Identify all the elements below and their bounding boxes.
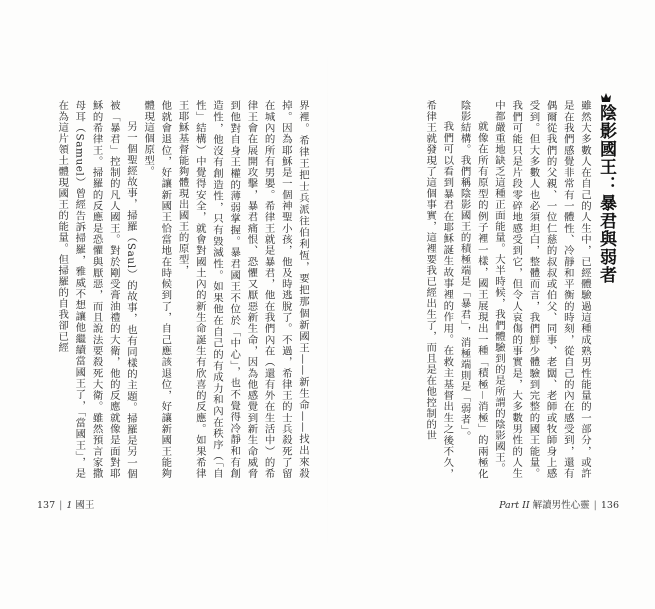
paragraph: 界裡。希律王把士兵派往伯利恆，要把那個新國王——新生命——找出來殺掉。因為耶穌是一個神聖小孩，他及時逃脫了。不過，希律王的士兵殺死了留在城內的所有男嬰。希律王就是暴君，他在我們內在（還有外在生活中）的希律王會在展開攻擊，暴君痛恨、恐懼又厭惡新生命，因為他感覺到新生命威脅到他對自身王權的薄弱掌握。暴君國王不位於「中心」，也不覺得冷靜和有創造性，他沒有創造性，只有毀滅性。如果他在自己的有成力和內在秩序（「自性」結構）中覺得安全，就會對國土內的新生命誕生有欣喜的反應。如果希律王耶穌基督能夠體現出國王的原型， <box>176 100 309 479</box>
right-page-body <box>381 100 619 479</box>
left-page-footer <box>37 497 94 511</box>
left-page-body <box>13 100 311 479</box>
chapter-number: 1 <box>66 500 73 511</box>
paragraph: 他就會退位，好讓新國王恰當地在時候到了，自己應該退位，好讓新國王能夠體現這個原型。 <box>142 100 172 479</box>
footer-section-title: 解讀男性心靈 <box>532 500 590 511</box>
page-number: 137 <box>37 500 56 511</box>
paragraph: 雖然大多數人在自己的人生中，已經體驗過這種成熟男性能量的一部分，或許是在我們感覺非常有一體性、冷靜和平衡的時刻，從自己的內在感受到，還有偶爾從我們的父親、一位仁慈的叔叔或伯父、同事、老闆、老師或牧師身上感受到。但大多數人也必須坦白，整體而言，我們鮮少體驗到完整的國王能量。我們可能只是片段零碎地感受到它，但令人哀傷的事實是，大多數男性的人生中都嚴重地缺乏這種正面能量。大半時候，我們體驗到的是所謂的陰影國王。 <box>492 100 591 479</box>
heading-text: 陰影國王：暴君與弱者 <box>596 104 616 284</box>
paragraph: 我們可以看到暴君在耶穌誕生故事裡的作用。在救主基督出生之後不久，希律王就發現了這個事實，這裡要我已經出生了，而且是在他控制的世 <box>424 100 454 479</box>
footer-chapter-title: 國王 <box>75 500 95 511</box>
right-page-footer <box>499 497 619 511</box>
paragraph: 就像在所有原型的例子裡一樣，國王展現出一種「積極－消極」的兩極化陰影結構。我們稱陰影國王的積極端是「暴君」，消極端則是「弱者」。 <box>458 100 488 479</box>
footer-divider: | <box>593 500 597 511</box>
page-fold <box>327 40 328 560</box>
paragraph: 另一個聖經故事，掃羅（Saul）的故事，也有同樣的主題。掃羅是另一個被「暴君」控制的凡人國王。對於剛受膏油禮的大衛，他的反應就像是面對耶穌的希律王。掃羅的反應是恐懼與厭惡，而且說法要殺死大衛。雖然預言家撒母耳（Samuel）曾經告訴掃羅，雅威不想讓他繼續當國王了，「當國王」，是在為這片領土體現國王的能量。但掃羅的自我卻已經 <box>56 100 137 479</box>
page-number: 136 <box>600 500 619 511</box>
footer-divider: | <box>59 500 63 511</box>
footer-part: Part II <box>499 500 530 511</box>
